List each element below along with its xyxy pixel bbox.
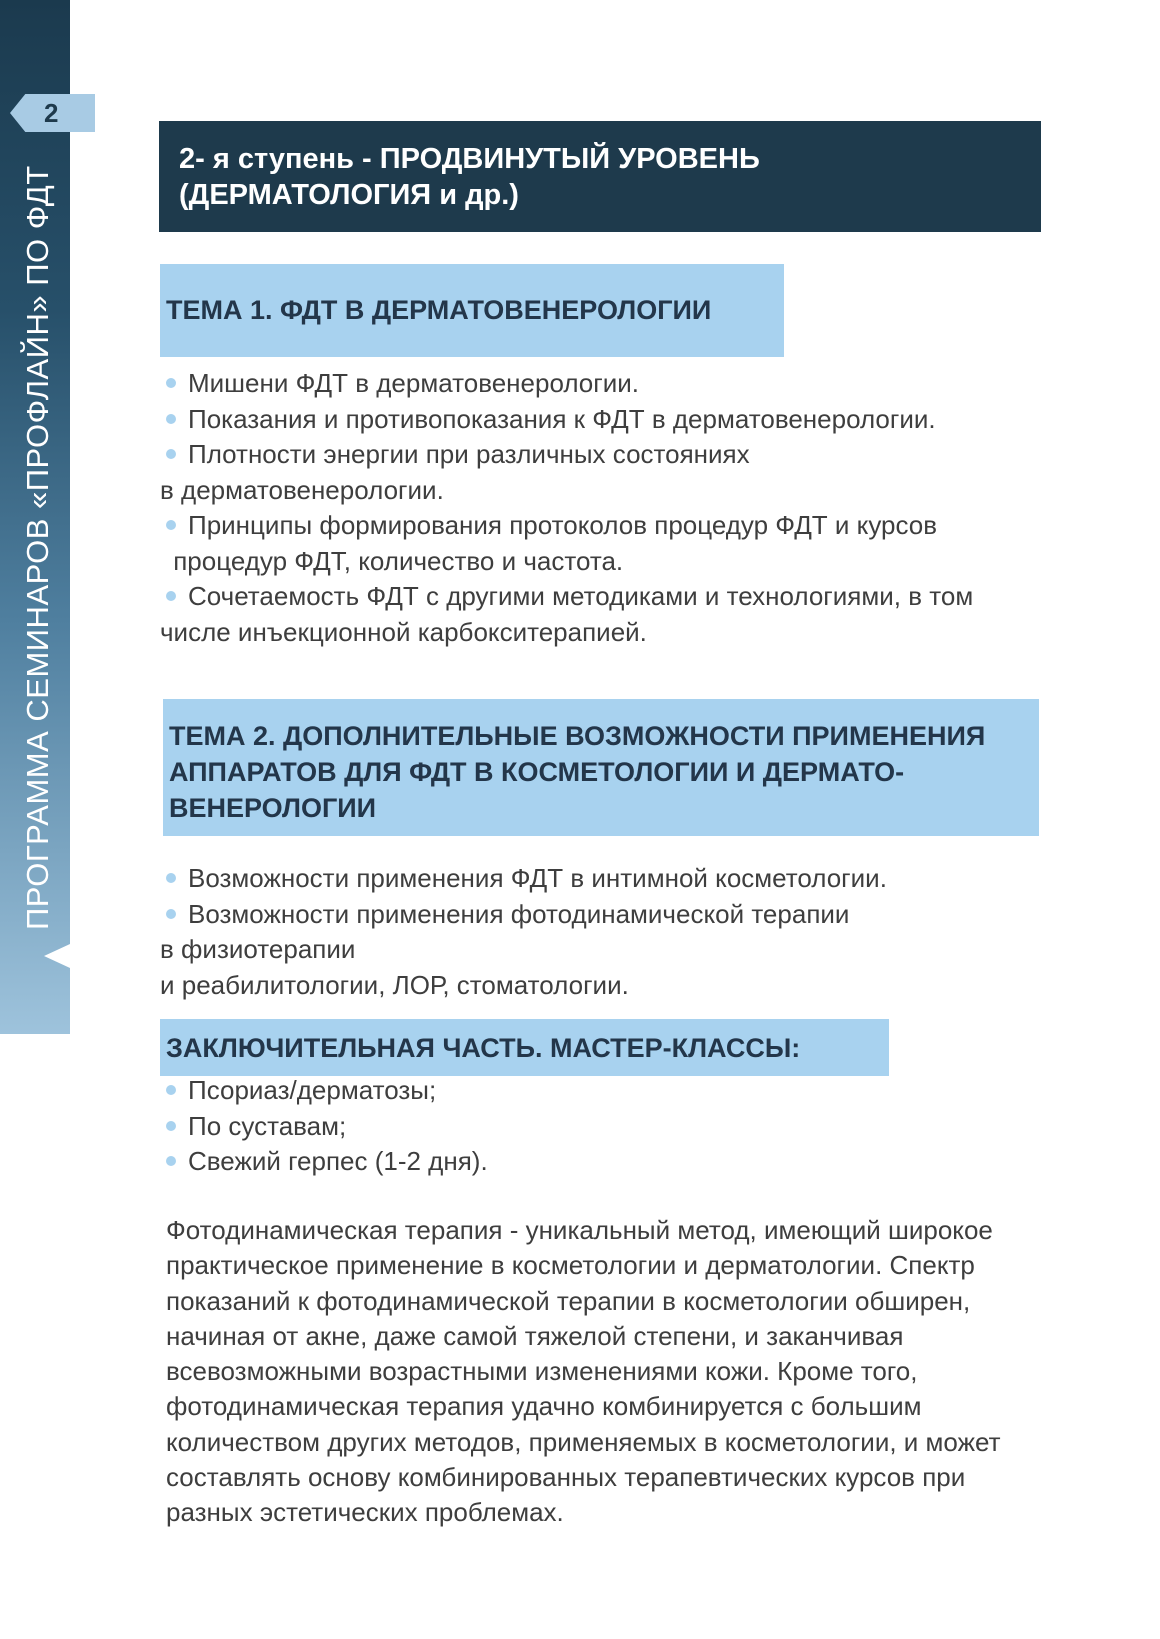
topic-1-list — [160, 366, 974, 650]
topic-3-heading — [160, 1019, 889, 1076]
topic-2-heading — [163, 699, 1039, 836]
list-item-continuation: процедур ФДТ, количество и частота. — [166, 545, 624, 576]
bullet-icon — [166, 591, 176, 601]
bullet-icon — [166, 909, 176, 919]
topic-2-title-line-3: ВЕНЕРОЛОГИИ — [169, 793, 377, 823]
paragraph-line: практическое применение в косметологии и дерматологии. Спектр — [166, 1250, 975, 1281]
list-item: Возможности применения фотодинамической терапии — [166, 897, 887, 933]
paragraph-line: показаний к фотодинамической терапии в косметологии обширен, — [166, 1285, 971, 1316]
step-header-line-1: 2- я ступень - ПРОДВИНУТЫЙ УРОВЕНЬ — [179, 143, 760, 175]
list-item: Псориаз/дерматозы; — [166, 1073, 488, 1109]
topic-1-heading — [160, 264, 784, 357]
bullet-icon — [166, 449, 176, 459]
list-item: Мишени ФДТ в дерматовенерологии. — [166, 366, 973, 402]
bullet-icon — [166, 1121, 176, 1131]
topic-2-list — [160, 861, 887, 1003]
bullet-icon — [166, 520, 176, 530]
page-number: 2 — [44, 98, 59, 128]
topic-3-list — [166, 1073, 488, 1180]
list-item-continuation: числе инъекционной карбокситерапией. — [160, 616, 647, 647]
bullet-icon — [166, 414, 176, 424]
bullet-icon — [166, 1156, 176, 1166]
topic-1-title: ТЕМА 1. ФДТ В ДЕРМАТОВЕНЕРОЛОГИИ — [166, 295, 712, 325]
paragraph-line: Фотодинамическая терапия - уникальный метод, имеющий широкое — [166, 1215, 993, 1245]
list-item: Плотности энергии при различных состояниях — [166, 437, 973, 473]
bullet-icon — [166, 873, 176, 883]
bullet-icon — [166, 378, 176, 388]
sidebar-title: ПРОГРАММА СЕМИНАРОВ «ПРОФЛАЙН» ПО ФДТ — [20, 165, 55, 930]
bullet-icon — [166, 1085, 176, 1095]
list-item: Свежий герпес (1-2 дня). — [166, 1144, 488, 1180]
step-header-line-2: (ДЕРМАТОЛОГИЯ и др.) — [179, 179, 519, 211]
list-item: По суставам; — [166, 1109, 488, 1145]
paragraph-line: составлять основу комбинированных терапевтических курсов при — [166, 1462, 966, 1493]
list-item-continuation: в физиотерапии — [160, 934, 356, 964]
list-item-continuation: в дерматовенерологии. — [160, 474, 444, 505]
side-notch — [44, 944, 70, 968]
topic-2-title-line-1: ТЕМА 2. ДОПОЛНИТЕЛЬНЫЕ ВОЗМОЖНОСТИ ПРИМЕНЕНИЯ — [169, 721, 986, 751]
list-item-continuation: и реабилитологии, ЛОР, стоматологии. — [160, 969, 629, 1000]
paragraph-line: фотодинамическая терапия удачно комбинируется с большим — [166, 1391, 922, 1422]
paragraph-line: начиная от акне, даже самой тяжелой степени, и заканчивая — [166, 1320, 904, 1351]
paragraph-line: всевозможными возрастными изменениями кожи. Кроме того, — [166, 1356, 918, 1387]
paragraph-line: количеством других методов, применяемых в косметологии, и может — [166, 1426, 1001, 1457]
list-item: Показания и противопоказания к ФДТ в дерматовенерологии. — [166, 402, 973, 438]
topic-2-title-line-2: АППАРАТОВ ДЛЯ ФДТ В КОСМЕТОЛОГИИ И ДЕРМАТО- — [169, 757, 905, 787]
step-header — [159, 121, 1041, 232]
list-item: Принципы формирования протоколов процедур ФДТ и курсов — [166, 508, 973, 544]
paragraph-line: разных эстетических проблемах. — [166, 1497, 564, 1528]
list-item: Возможности применения ФДТ в интимной косметологии. — [166, 861, 887, 897]
topic-3-title: ЗАКЛЮЧИТЕЛЬНАЯ ЧАСТЬ. МАСТЕР-КЛАССЫ: — [166, 1033, 801, 1063]
summary-paragraph — [166, 1213, 1056, 1531]
list-item: Сочетаемость ФДТ с другими методиками и технологиями, в том — [166, 579, 973, 615]
